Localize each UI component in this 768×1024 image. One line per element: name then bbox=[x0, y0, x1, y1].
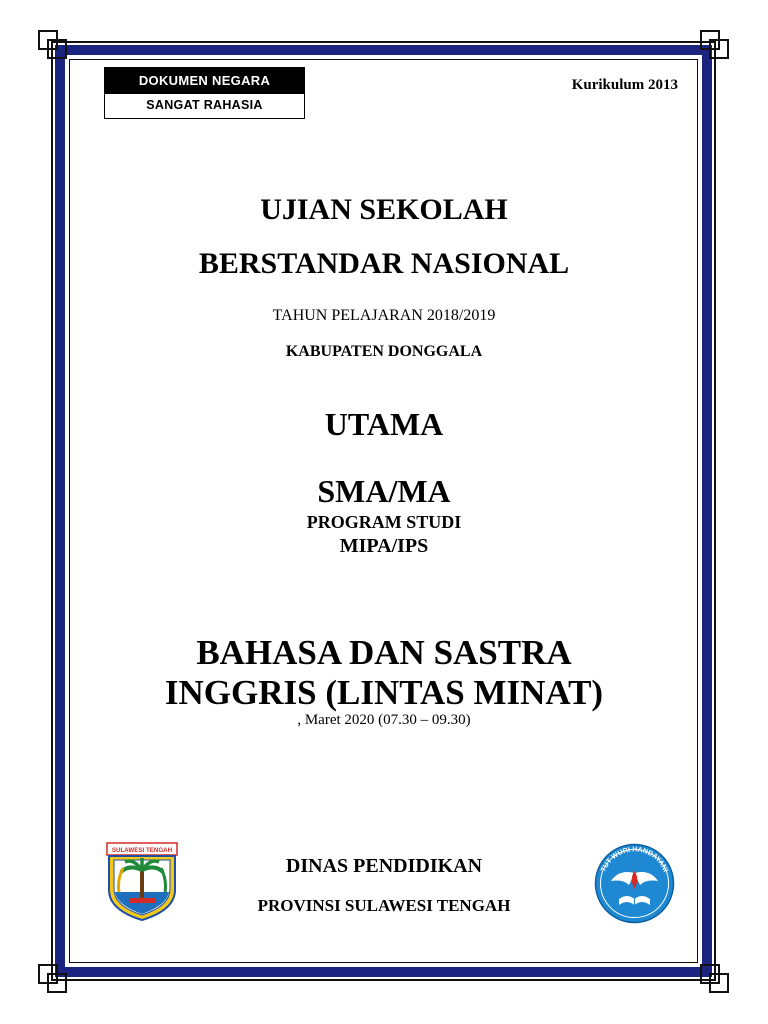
regency: KABUPATEN DONGGALA bbox=[285, 343, 483, 360]
corner-ornament-bottom-left bbox=[38, 964, 68, 994]
classification-stamp bbox=[104, 67, 305, 119]
logo-ring-text: TUT WURI HANDAYANI bbox=[600, 846, 669, 874]
subject-line2: INGGRIS (LINTAS MINAT) bbox=[164, 673, 604, 712]
corner-ornament-bottom-right bbox=[700, 964, 730, 994]
classification-top-label: DOKUMEN NEGARA bbox=[105, 68, 304, 94]
school-level: SMA/MA bbox=[317, 473, 451, 509]
corner-ornament-top-right bbox=[700, 30, 730, 60]
sulawesi-tengah-crest-icon bbox=[105, 842, 179, 922]
exam-title-line1: UJIAN SEKOLAH bbox=[260, 193, 508, 226]
tut-wuri-handayani-logo-icon bbox=[589, 843, 680, 924]
classification-bottom-label: SANGAT RAHASIA bbox=[105, 94, 304, 117]
crest-banner-text: SULAWESI TENGAH bbox=[111, 847, 173, 854]
issuer-office: DINAS PENDIDIKAN bbox=[285, 855, 483, 877]
exam-schedule: , Maret 2020 (07.30 – 09.30) bbox=[297, 712, 471, 728]
subject-line1: BAHASA DAN SASTRA bbox=[196, 633, 572, 672]
academic-year: TAHUN PELAJARAN 2018/2019 bbox=[272, 307, 496, 324]
corner-ornament-top-left bbox=[38, 30, 68, 60]
exam-title-line2: BERSTANDAR NASIONAL bbox=[198, 247, 570, 280]
program-label: PROGRAM STUDI bbox=[306, 512, 462, 532]
issuer-province: PROVINSI SULAWESI TENGAH bbox=[257, 896, 511, 915]
program-value: MIPA/IPS bbox=[339, 535, 429, 557]
package-label: UTAMA bbox=[324, 406, 444, 442]
curriculum-label: Kurikulum 2013 bbox=[571, 77, 678, 93]
